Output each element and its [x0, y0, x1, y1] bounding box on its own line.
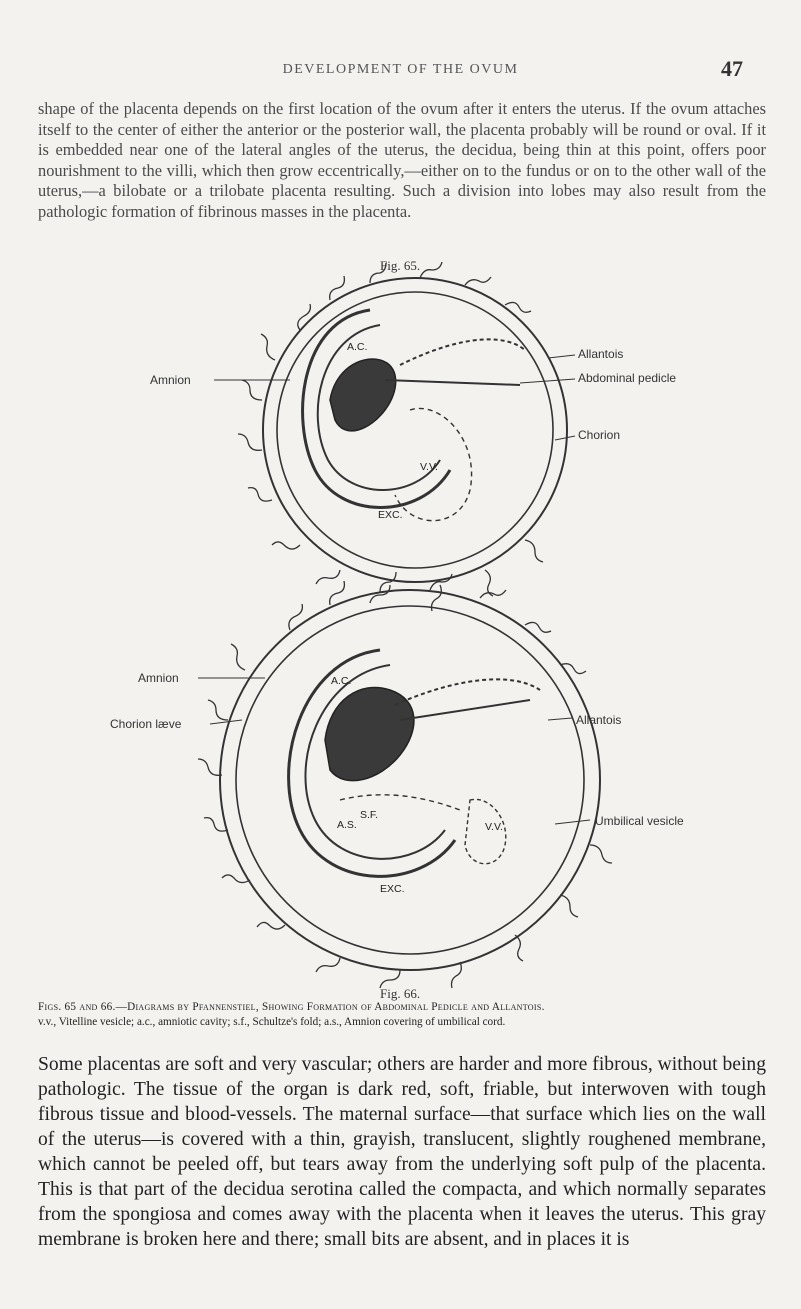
- fig66-villi: [198, 572, 612, 988]
- figure-66-title: Fig. 66.: [380, 986, 421, 1001]
- figure-66-diagram: [0, 585, 801, 985]
- fig66-label-allantois: Allantois: [576, 713, 622, 727]
- fig66-label-chorion-laeve: Chorion læve: [110, 717, 182, 731]
- page-header: [0, 56, 801, 84]
- fig65-label-allantois: Allantois: [578, 347, 624, 361]
- fig66-label-sf: S.F.: [360, 809, 379, 821]
- paragraph-bottom: Some placentas are soft and very vascular; others are harder and more fibrous, without being pathologic. The tissue of the organ is dark red, soft, friable, but interwoven with tough fibrous tissue and blood-vessels. The maternal surface—that surface which lies on the wall of the uterus—is covered with a thin, grayish, translucent, slightly roughened membrane, which cannot be peeled off, but tears away from the underlying soft pulp of the placenta. This is that part of the decidua serotina called the compacta, and which normally separates from the spongiosa and comes away with the placenta when it leaves the uterus. This gray membrane is broken here and there; small bits are absent, and in places it is: [38, 1054, 766, 1250]
- fig65-label-amnion: Amnion: [150, 373, 191, 387]
- fig65-label-chorion: Chorion: [578, 428, 621, 442]
- fig66-label-umbilical-vesicle: Umbilical vesicle: [595, 814, 684, 828]
- fig66-label-vv: V.V.: [485, 821, 503, 833]
- caption-line-1: Figs. 65 and 66.—Diagrams by Pfannenstiel, Showing Formation of Abdominal Pedicle and Allantois.: [38, 1001, 545, 1013]
- page-number: 47: [721, 56, 743, 81]
- fig65-embryo: [330, 359, 396, 431]
- fig66-chorion-ring-outer: [220, 590, 600, 970]
- fig65-label-vv: V.V.: [420, 461, 438, 473]
- fig66-label-exc: EXC.: [380, 883, 405, 895]
- figure-65-title: Fig. 65.: [380, 258, 421, 273]
- fig65-label-abdominal-pedicle: Abdominal pedicle: [578, 371, 677, 385]
- figure-caption: [38, 1000, 768, 1030]
- fig65-label-exc: EXC.: [378, 509, 403, 521]
- fig66-label-amnion: Amnion: [138, 671, 179, 685]
- fig66-label-as: A.S.: [337, 819, 357, 831]
- fig66-embryo: [325, 687, 414, 780]
- fig65-label-ac: A.C.: [347, 341, 368, 353]
- fig66-label-ac: A.C.: [331, 675, 352, 687]
- caption-line-2: v.v., Vitelline vesicle; a.c., amniotic cavity; s.f., Schultze's fold; a.s., Amnion covering of umbilical cord.: [38, 1016, 506, 1028]
- fig66-schultze-fold: [340, 795, 460, 810]
- paragraph-top: shape of the placenta depends on the first location of the ovum after it enters the uterus. If the ovum attaches itself to the center of either the anterior or the posterior wall, the placenta probably will be round or oval. If it is embedded near one of the lateral angles of the uterus, the decidua, being thin at this point, offers poor nourishment to the villi, which then grow eccentrically,—either on to the fundus or on to the other wall of the uterus,—a bilobate or a trilobate placenta resulting. Such a division into lobes may also result from the pathologic formation of fibrinous masses in the placenta.: [38, 99, 766, 221]
- figure-65-diagram: [0, 270, 801, 580]
- fig66-stalk: [400, 700, 530, 720]
- running-head: DEVELOPMENT OF THE OVUM: [282, 62, 519, 77]
- fig65-chorion-ring-outer: [263, 278, 567, 582]
- fig65-allantois-curve: [400, 339, 525, 365]
- fig65-pedicle: [385, 380, 520, 385]
